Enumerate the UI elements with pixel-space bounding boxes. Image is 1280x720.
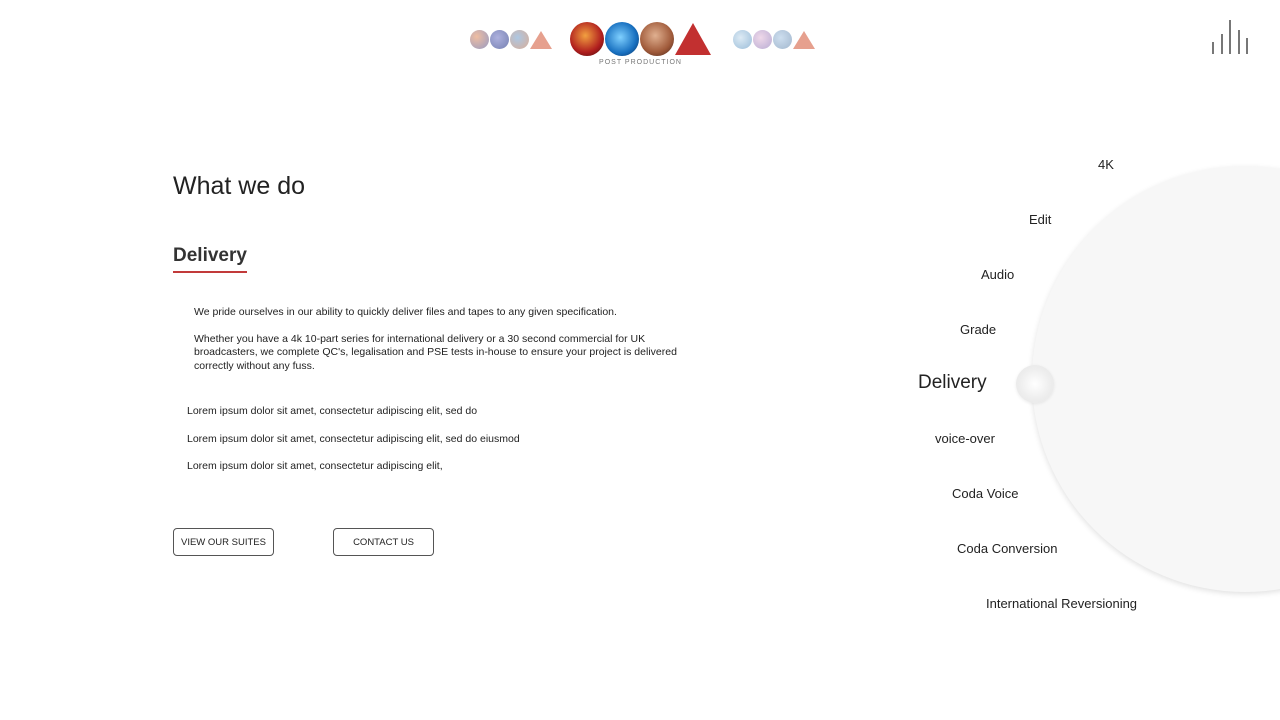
description-paragraph: Whether you have a 4k 10-part series for international delivery or a 30 second commercial for UK broadcasters, we complete QC's, legalisation and PSE tests in-house to ensure your project is delivered correctly without any fuss. — [194, 332, 677, 372]
logo-caption: POST PRODUCTION — [599, 59, 682, 66]
wheel-item-coda-voice[interactable]: Coda Voice — [952, 486, 1019, 501]
logo-strip[interactable] — [470, 22, 815, 74]
view-suites-button[interactable]: VIEW OUR SUITES — [173, 528, 274, 556]
description — [194, 306, 694, 386]
logo-o-icon — [605, 22, 639, 56]
wheel-selector-knob[interactable] — [1016, 365, 1054, 403]
list-item: Lorem ipsum dolor sit amet, consectetur adipiscing elit, sed do eiusmod — [187, 432, 520, 445]
logo-d-icon — [640, 22, 674, 56]
logo-o-icon — [753, 30, 772, 49]
wheel-item-grade[interactable]: Grade — [960, 322, 997, 337]
logo-a-icon — [530, 31, 552, 49]
logo-a-icon — [675, 23, 711, 55]
wheel-item-edit[interactable]: Edit — [1029, 212, 1052, 227]
feature-list — [187, 405, 520, 488]
contact-us-button[interactable]: CONTACT US — [333, 528, 434, 556]
logo-d-icon — [510, 30, 529, 49]
logo-variant-left[interactable] — [470, 30, 552, 49]
description-paragraph: We pride ourselves in our ability to quickly deliver files and tapes to any given specification. — [194, 306, 617, 318]
wheel-item-international-reversioning[interactable]: International Reversioning — [986, 596, 1138, 611]
wheel-item-delivery[interactable]: Delivery — [918, 372, 987, 393]
page-title: What we do — [173, 172, 306, 200]
logo-o-icon — [490, 30, 509, 49]
service-wheel[interactable] — [1032, 166, 1280, 592]
wheel-item-coda-conversion[interactable]: Coda Conversion — [957, 541, 1058, 556]
logo-d-icon — [773, 30, 792, 49]
logo-variant-right[interactable] — [733, 30, 815, 49]
logo-c-icon — [570, 22, 604, 56]
logo-c-icon — [470, 30, 489, 49]
menu-bars-icon[interactable] — [1212, 20, 1248, 54]
wheel-item-audio[interactable]: Audio — [981, 267, 1015, 282]
logo-a-icon — [793, 31, 815, 49]
logo-main[interactable] — [570, 22, 711, 66]
section-subtitle: Delivery — [173, 245, 247, 273]
wheel-item-4k[interactable]: 4K — [1098, 157, 1114, 172]
list-item: Lorem ipsum dolor sit amet, consectetur adipiscing elit, sed do — [187, 405, 478, 417]
wheel-item-voice-over[interactable]: voice-over — [935, 431, 995, 446]
logo-c-icon — [733, 30, 752, 49]
list-item: Lorem ipsum dolor sit amet, consectetur adipiscing elit, — [187, 460, 443, 472]
